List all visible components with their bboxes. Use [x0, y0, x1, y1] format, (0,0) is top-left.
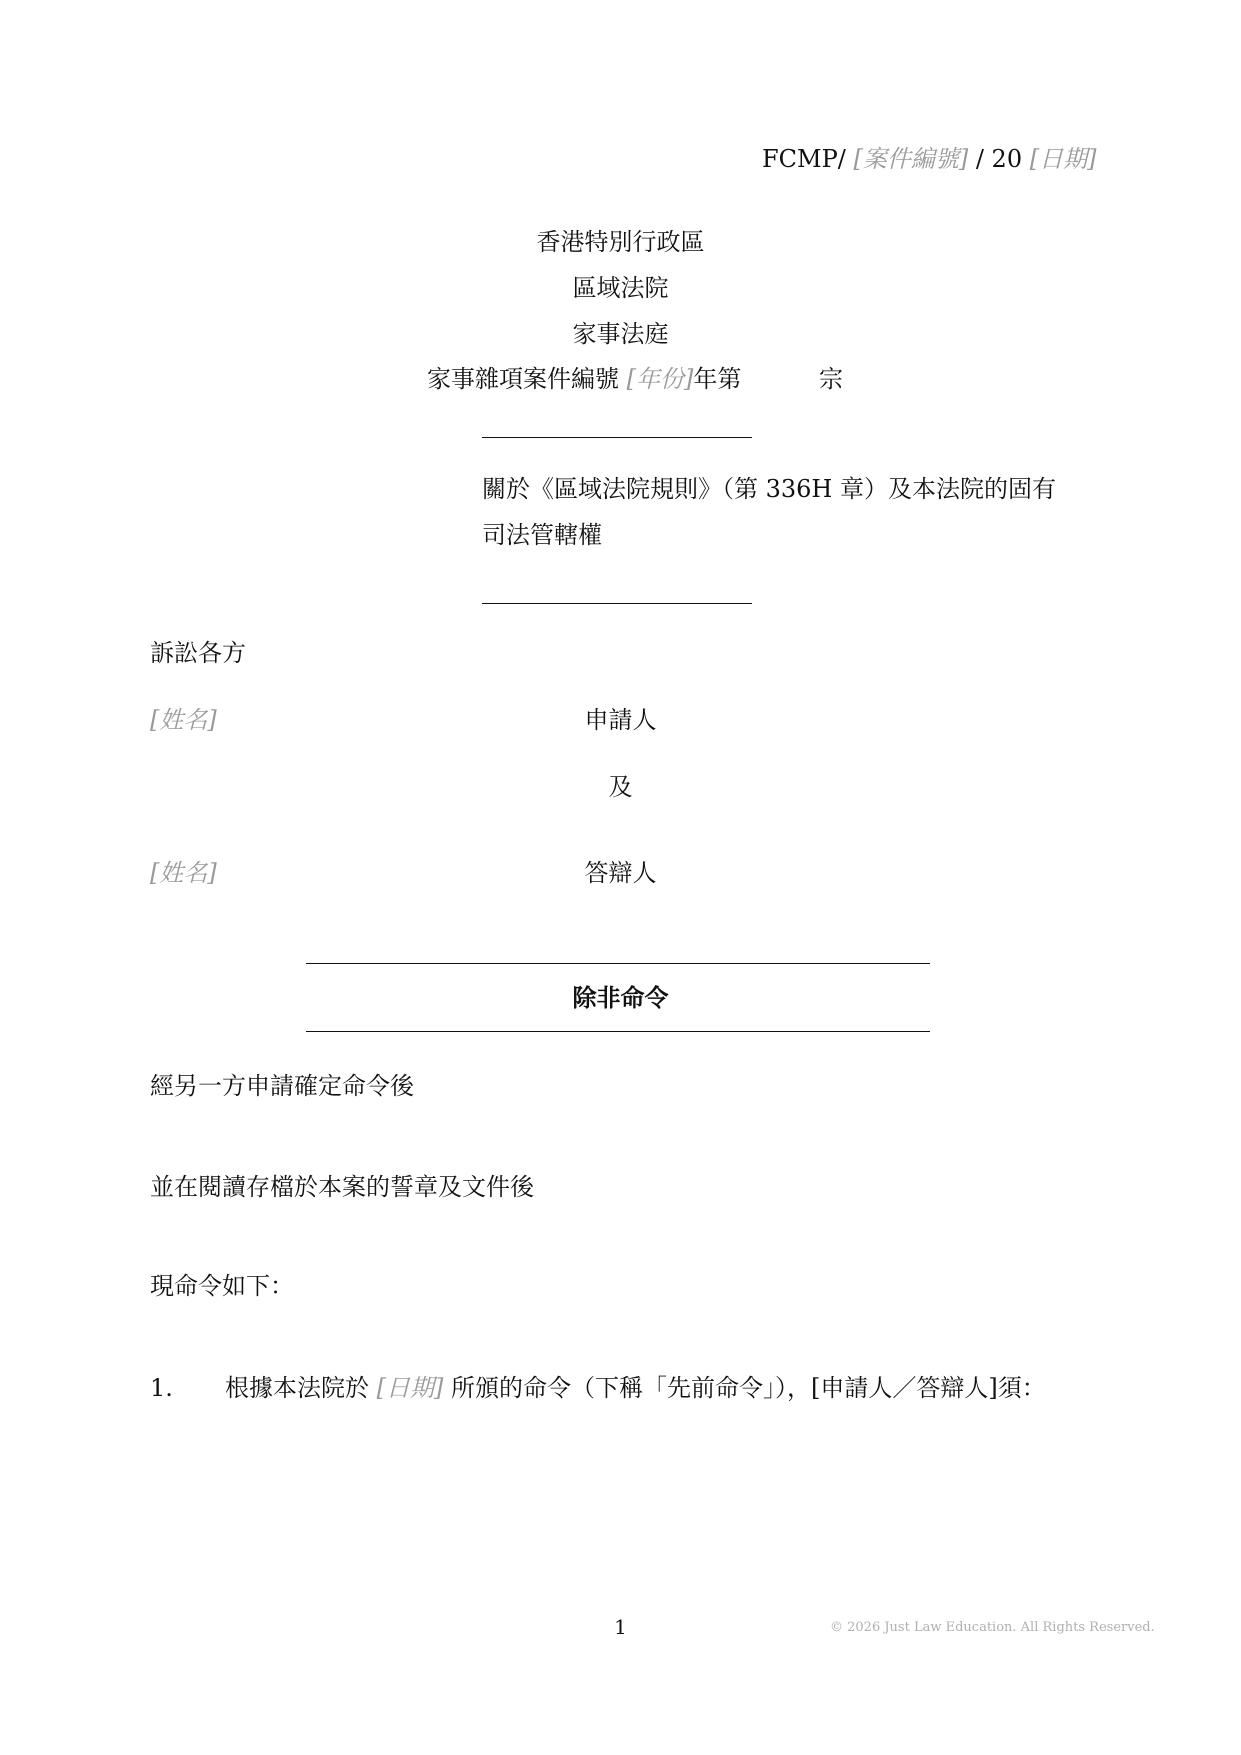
copyright-notice: © 2026 Just Law Education. All Rights Reserved.: [830, 1620, 1155, 1635]
case-number-line: [427, 363, 843, 395]
order-title: 除非命令: [572, 983, 669, 1012]
respondent-role: 答辯人: [584, 859, 657, 887]
recital-1: 經另一方申請確定命令後: [150, 1072, 414, 1100]
jurisdiction-line-1: 關於《區域法院規則》（第 336H 章）及本法院的固有: [482, 475, 1056, 503]
applicant-name-placeholder: [姓名]: [150, 706, 217, 734]
year-placeholder: [年份]: [626, 365, 694, 393]
title-rule-top: [306, 963, 930, 964]
divider-short-1: [482, 437, 752, 438]
clause-1-post: 所頒的命令（下稱「先前命令」），[申請人／答辯人]須：: [451, 1374, 1046, 1402]
page-number: 1: [614, 1615, 627, 1639]
clause-1-number: 1.: [150, 1374, 173, 1402]
court-division: 家事法庭: [572, 320, 669, 348]
case-line-mid: 年第: [693, 365, 742, 393]
parties-heading: 訴訟各方: [150, 639, 246, 667]
clause-1-pre: 根據本法院於: [225, 1374, 369, 1402]
court-name: 區域法院: [572, 274, 669, 302]
jurisdiction-line-2: 司法管轄權: [482, 521, 602, 549]
clause-1-date-placeholder: [日期]: [376, 1374, 444, 1402]
case-line-suffix: 宗: [819, 365, 844, 393]
court-region: 香港特別行政區: [536, 228, 705, 256]
recital-3: 現命令如下：: [150, 1272, 294, 1300]
respondent-name-placeholder: [姓名]: [150, 859, 217, 887]
title-rule-bottom: [306, 1031, 930, 1032]
applicant-role: 申請人: [584, 706, 657, 734]
case-reference: [762, 143, 1096, 175]
case-ref-mid: / 20: [975, 145, 1023, 173]
parties-and: 及: [608, 773, 633, 801]
case-line-prefix: 家事雜項案件編號: [427, 365, 619, 393]
case-number-placeholder: [案件編號]: [853, 145, 969, 173]
case-ref-prefix: FCMP/: [762, 145, 846, 173]
clause-1-text: [225, 1372, 1046, 1404]
case-date-placeholder: [日期]: [1029, 145, 1097, 173]
recital-2: 並在閱讀存檔於本案的誓章及文件後: [150, 1173, 534, 1201]
divider-short-2: [482, 603, 752, 604]
